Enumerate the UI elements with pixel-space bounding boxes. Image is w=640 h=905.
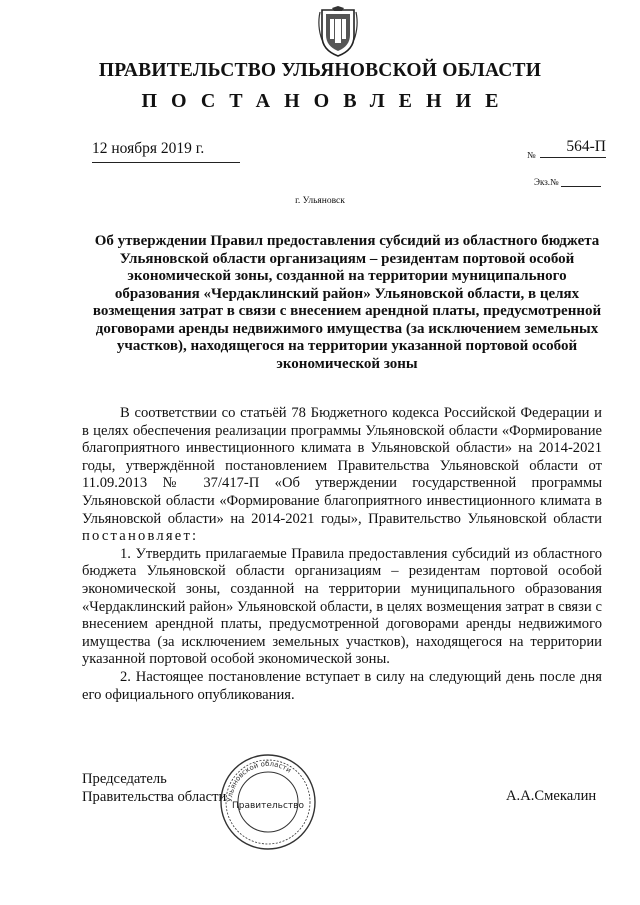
coat-of-arms-icon (316, 6, 360, 58)
intro-paragraph (82, 405, 602, 546)
item-1: 1. Утвердить прилагаемые Правила предоставления субсидий из областного бюджета Ульяновской области организациям – резидентам портовой особой экономической зоны, созданной на территории муниципального образования «Чердаклинский район» Ульяновской области, в целях возмещения затрат в связи с внесением арендной платы, предусмотренной договорами аренды недвижимого имущества (за исключением земельных участков), находящегося на территории указанной портовой особой экономической зоны. (82, 545, 602, 668)
svg-text:Ульяновской области (226, 760, 293, 802)
document-body (82, 405, 602, 704)
decree-word: постановляет: (82, 528, 199, 545)
copy-number-line (561, 186, 601, 187)
item-2: 2. Настоящее постановление вступает в силу на следующий день после дня его официального опубликования. (82, 668, 602, 703)
intro-text: В соответствии со статьёй 78 Бюджетного кодекса Российской Федерации и в целях обеспечения реализации программы Ульяновской области «Формирование благоприятного инвестиционного климата в Ульяновской области» на 2014-2021 годы, утверждённой постановлением Правительства Ульяновской области от 11.09.2013 № 37/417-П «Об утверждении государственной программы Ульяновской области «Формирование благоприятного инвестиционного климата в Ульяновской области» на 2014-2021 годы», Правительство Ульяновской области (82, 405, 602, 527)
number-label: № (527, 150, 536, 160)
signer-role-line-1: Председатель (82, 771, 167, 787)
government-title: ПРАВИТЕЛЬСТВО УЛЬЯНОВСКОЙ ОБЛАСТИ (98, 60, 542, 81)
signer-role (82, 770, 226, 806)
document-subject: Об утверждении Правил предоставления субсидий из областного бюджета Ульяновской области организациям – резидентам портовой особой экономической зоны, созданной на территории муниципального образования «Чердаклинский район» Ульяновской области, в целях возмещения затрат в связи с внесением арендной платы, предусмотренной договорами аренды недвижимого имущества (за исключением земельных участков), находящегося на территории указанной портовой особой экономической зоны (92, 233, 602, 372)
document-type: ПОСТАНОВЛЕНИЕ (141, 90, 513, 112)
document-number: 564-П (540, 138, 606, 158)
city: г. Ульяновск (295, 196, 345, 206)
document-date: 12 ноября 2019 г. (92, 140, 240, 163)
copy-number-label: Экз.№ (534, 177, 559, 187)
official-stamp-icon (218, 752, 318, 852)
stamp-center-text: Правительство (232, 801, 304, 811)
signer-name: А.А.Смекалин (506, 788, 597, 804)
stamp-ring-text: Ульяновской области (225, 759, 293, 803)
signer-role-line-2: Правительства области (82, 789, 227, 805)
